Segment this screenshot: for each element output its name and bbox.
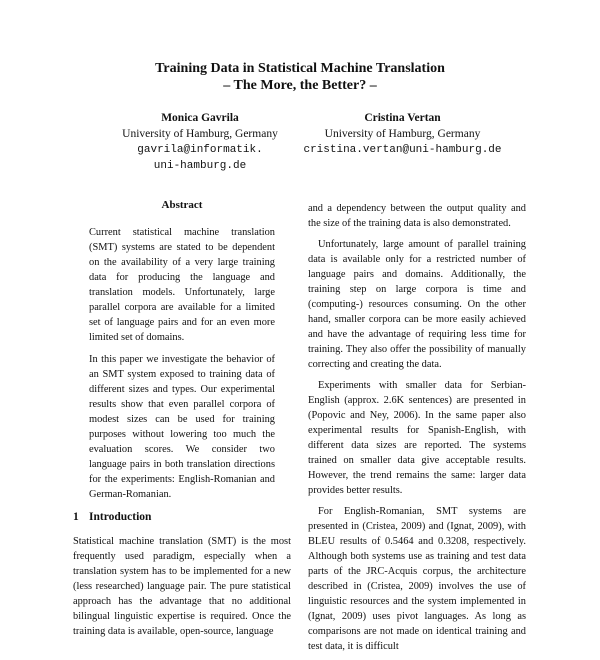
right-column xyxy=(308,201,526,660)
abstract-paragraph-1: Current statistical machine translation (SMT) systems are stated to be dependent on the availability of a very large training data for producing the language and translation models. Unfortunately, large parallel corpora are available for a limited set of language pairs and for an even more limited set of domains. xyxy=(89,227,275,343)
section-title: Introduction xyxy=(89,511,152,523)
author-email-cont: uni-hamburg.de xyxy=(153,160,247,172)
paper-title-line1: Training Data in Statistical Machine Translation xyxy=(155,61,445,76)
abstract-body xyxy=(73,225,291,502)
author-name: Monica Gavrila xyxy=(161,112,239,124)
abstract-paragraph-2: In this paper we investigate the behavior of an SMT system exposed to training data of different sizes and types. Our experimental results show that even parallel corpora of modest sizes can be used for training purposes without lowering too much the evaluation scores. We consider two language pairs in both translation directions for the experiments: English-Romanian and German-Romanian. xyxy=(89,354,275,500)
body-paragraph-1: Unfortunately, large amount of parallel training data is available only for a restricted number of language pairs and domains. Additionally, the training step on large corpora is time and (computing-) resources consuming. On the other hand, smaller corpora can be more easily achieved and have the advantage of requiring less time for training. They also offer the possibility of manually correcting and creating the data. xyxy=(308,239,526,370)
section-heading-introduction xyxy=(73,510,291,525)
author-block-2 xyxy=(290,110,515,158)
body-paragraph-3: For English-Romanian, SMT systems are presented in (Cristea, 2009) and (Ignat, 2009), with BLEU results of 0.5464 and 0.3208, respectively. Although both systems use as training and test data parts of the JRC-Acquis corpus, the architecture described in (Cristea, 2009) involves the use of linguistic resources and the system implemented in (Ignat, 2009) uses pivot languages. As long as comparisons are not made on identical training and test data, it is difficult xyxy=(308,506,526,652)
author-email: cristina.vertan@uni-hamburg.de xyxy=(303,144,502,156)
intro-paragraph-1: Statistical machine translation (SMT) is the most frequently used paradigm, especially when a translation system has to be implemented for a new (less researched) language pair. The pure statistical approach has the advantage that no additional bilingual linguistic expertise is required. Once the training data is available, open-source, language xyxy=(73,536,291,637)
author-block-1 xyxy=(105,110,295,174)
author-name: Cristina Vertan xyxy=(364,112,441,124)
body-paragraph-2: Experiments with smaller data for Serbian-English (approx. 2.6K sentences) are presented in (Popovic and Ney, 2006). In the same paper also experimental results for Spanish-English, with different data sizes are reported. The systems trained on smaller data give acceptable results. However, the trend remains the same: larger data provides better results. xyxy=(308,380,526,496)
section-number: 1 xyxy=(73,511,79,523)
left-column xyxy=(73,198,291,645)
author-affiliation: University of Hamburg, Germany xyxy=(122,128,278,140)
paper-title xyxy=(0,60,600,94)
author-affiliation: University of Hamburg, Germany xyxy=(324,128,481,140)
abstract-heading: Abstract xyxy=(161,199,203,211)
body-paragraph-0: and a dependency between the output quality and the size of the training data is also demonstrated. xyxy=(308,203,526,229)
paper-title-line2: – The More, the Better? – xyxy=(223,78,377,93)
author-email: gavrila@informatik. xyxy=(137,144,263,156)
